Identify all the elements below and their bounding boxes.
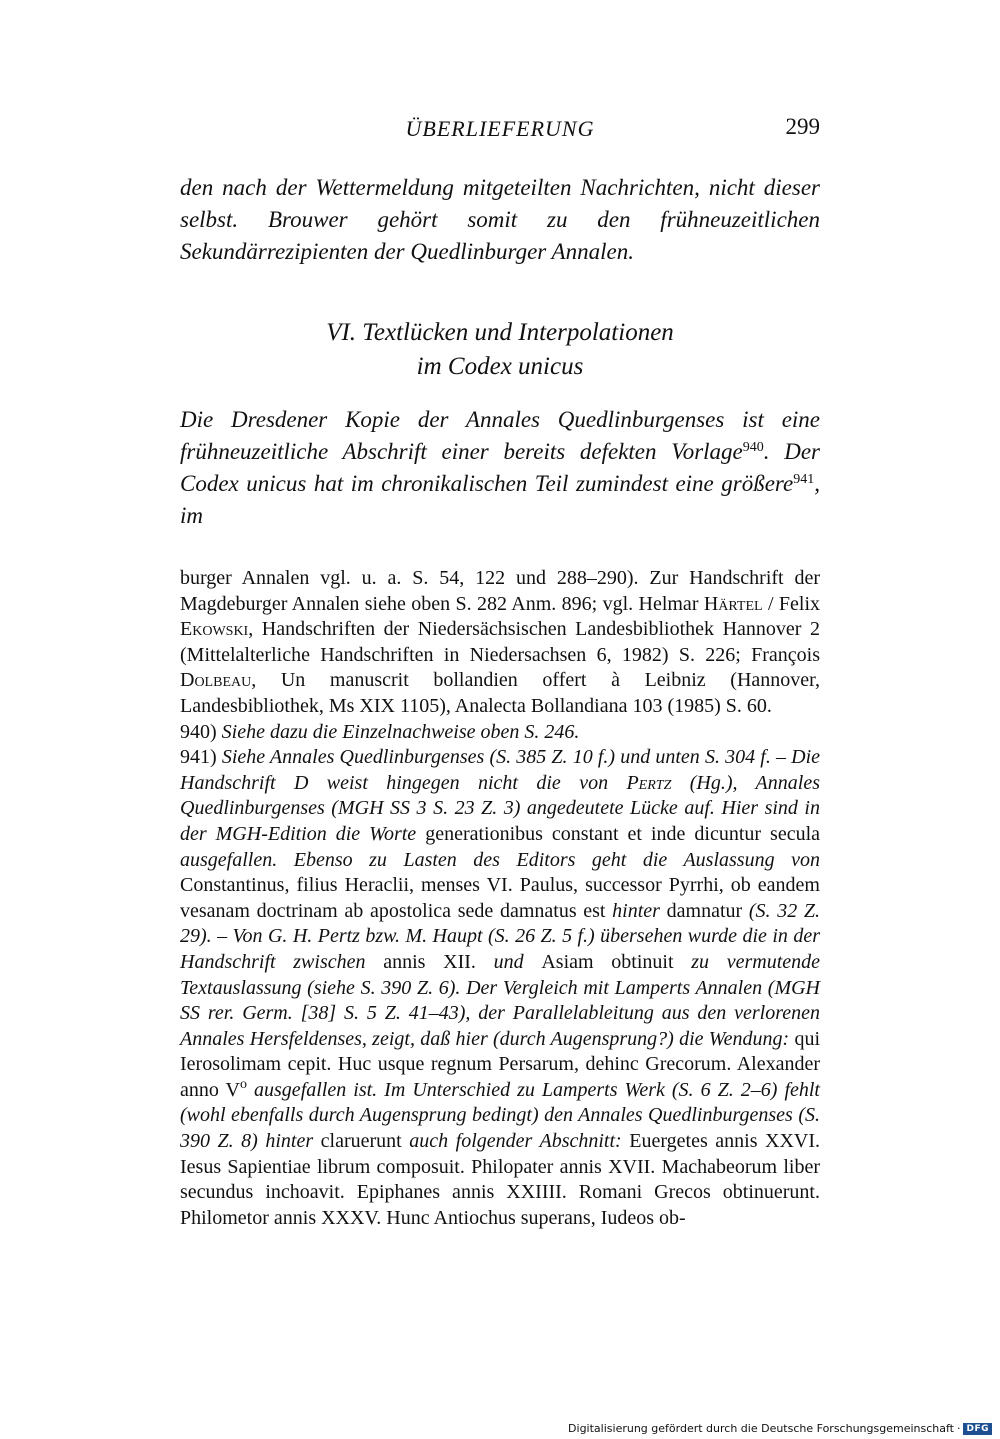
dfg-logo-icon: DFG	[963, 1423, 992, 1435]
footnote-label: 940)	[180, 720, 217, 743]
author-name: Pertz	[626, 771, 672, 794]
footnote-ref-940[interactable]: 940	[742, 440, 764, 455]
footnote-text: burger Annalen vgl. u. a. S. 54, 122 und 288–290). Zur Handschrift der Magdeburger Annalen siehe oben S. 282 Anm. 896; vgl. Helmar	[180, 567, 820, 615]
running-head	[180, 112, 820, 146]
quoted-text: annis XII.	[383, 950, 476, 973]
section-heading	[180, 316, 820, 384]
footnote-text: auch folgender Abschnitt:	[401, 1130, 630, 1153]
footnote-text: Siehe dazu die Einzelnachweise oben S. 246.	[221, 720, 580, 743]
footnote-text: ausgefallen. Ebenso zu Lasten des Editors geht die Auslassung von	[180, 848, 820, 871]
author-name: Dolbeau	[180, 669, 252, 692]
superscript: o	[240, 1076, 247, 1092]
footnote-text: (Hg.), Annales Quedlinburgenses (MGH SS 3 S. 23 Z. 3) angedeutete Lücke auf. Hier sind in der MGH-Edition die Worte	[180, 771, 820, 845]
quoted-text: damnatur	[666, 899, 743, 922]
author-name: Ekowski	[180, 618, 249, 641]
page-number: 299	[785, 114, 820, 139]
quoted-text: claruerunt	[320, 1130, 402, 1153]
footnote-text: Siehe Annales Quedlinburgenses (S. 385 Z. 10 f.) und unten S. 304 f. – Die Handschrift D weist hingegen nicht die von	[180, 746, 821, 794]
author-name: Härtel	[703, 592, 763, 615]
footnote-text: und	[475, 950, 542, 973]
credit-text: Digitalisierung gefördert durch die Deutsche Forschungsgemeinschaft	[568, 1422, 954, 1435]
digitization-credit: Digitalisierung gefördert durch die Deutsche Forschungsgemeinschaft · DFG	[568, 1422, 992, 1435]
paragraph-text: , im	[180, 471, 820, 528]
footnote-ref-941[interactable]: 941	[793, 472, 815, 487]
footnote-text: ausgefallen ist. Im Unterschied zu Lamperts Werk (S. 6 Z. 2–6) fehlt (wohl ebenfalls durch Augensprung bedingt) den Annales Quedlinburgenses (S. 390 Z. 8) hinter	[180, 1078, 820, 1153]
footnote-text: (S. 32 Z. 29). – Von G. H. Pertz bzw. M. Haupt (S. 26 Z. 5 f.) übersehen wurde die in der Handschrift zwischen	[180, 899, 820, 973]
paragraph-section-intro	[180, 404, 820, 532]
quoted-text: Constantinus, filius Heraclii, menses VI. Paulus, successor Pyrrhi, ob eandem vesanam doctrinam ab apostolica sede damnatus est	[180, 874, 820, 922]
footnote-continued	[180, 566, 820, 720]
paragraph-text: . Der Codex unicus hat im chronikalischen Teil zumindest eine größere	[180, 439, 820, 496]
footnote-label: 941)	[180, 746, 217, 769]
paragraph-text: Die Dresdener Kopie der Annales Quedlinburgenses ist eine frühneuzeitliche Abschrift einer bereits defekten Vorlage	[180, 407, 820, 464]
footnote-941	[180, 745, 820, 1231]
footnote-940	[180, 720, 820, 746]
quoted-text: generationibus constant et inde dicuntur secula	[425, 822, 821, 845]
paragraph-continuation: den nach der Wettermeldung mitgeteilten Nachrichten, nicht dieser selbst. Brouwer gehört somit zu den frühneuzeitlichen Sekundärrezipienten der Quedlinburger Annalen.	[180, 175, 820, 264]
footnote-text: , Handschriften der Niedersächsischen Landesbibliothek Hannover 2 (Mittelalterliche Handschriften in Niedersachsen 6, 1982) S. 226; François	[180, 618, 820, 666]
footnote-text: hinter	[605, 899, 667, 922]
footnote-text: / Felix	[762, 592, 820, 615]
footnote-text: , Un manuscrit bollandien offert à Leibniz (Hannover, Landesbibliothek, Ms XIX 1105), Analecta Bollandiana 103 (1985) S. 60.	[180, 669, 820, 717]
section-heading-line-1: VI. Textlücken und Interpolationen	[326, 319, 674, 346]
quoted-text: Asiam obtinuit	[541, 950, 674, 973]
quoted-text: Euergetes annis XXVI. Iesus Sapientiae librum composuit. Philopater annis XVII. Machabeorum liber secundus inchoavit. Epiphanes annis XXIIII. Romani Grecos obtinuerunt. Philometor annis XXXV. Hunc Antiochus superans, Iudeos ob-	[180, 1130, 820, 1229]
quoted-text: qui Ierosolimam cepit. Huc usque regnum Persarum, dehinc Grecorum. Alexander anno V	[180, 1027, 820, 1101]
footnotes	[180, 566, 820, 1231]
section-heading-line-2: im Codex unicus	[416, 353, 584, 380]
running-title: ÜBERLIEFERUNG	[405, 116, 595, 141]
footnote-text: zu vermutende Textauslassung (siehe S. 390 Z. 6). Der Vergleich mit Lamperts Annalen (MGH SS rer. Germ. [38] S. 5 Z. 41–43), der Parallelableitung aus den verlorenen Annales Hersfeldenses, zeigt, daß hier (durch Augensprung?) die Wendung:	[180, 950, 820, 1050]
